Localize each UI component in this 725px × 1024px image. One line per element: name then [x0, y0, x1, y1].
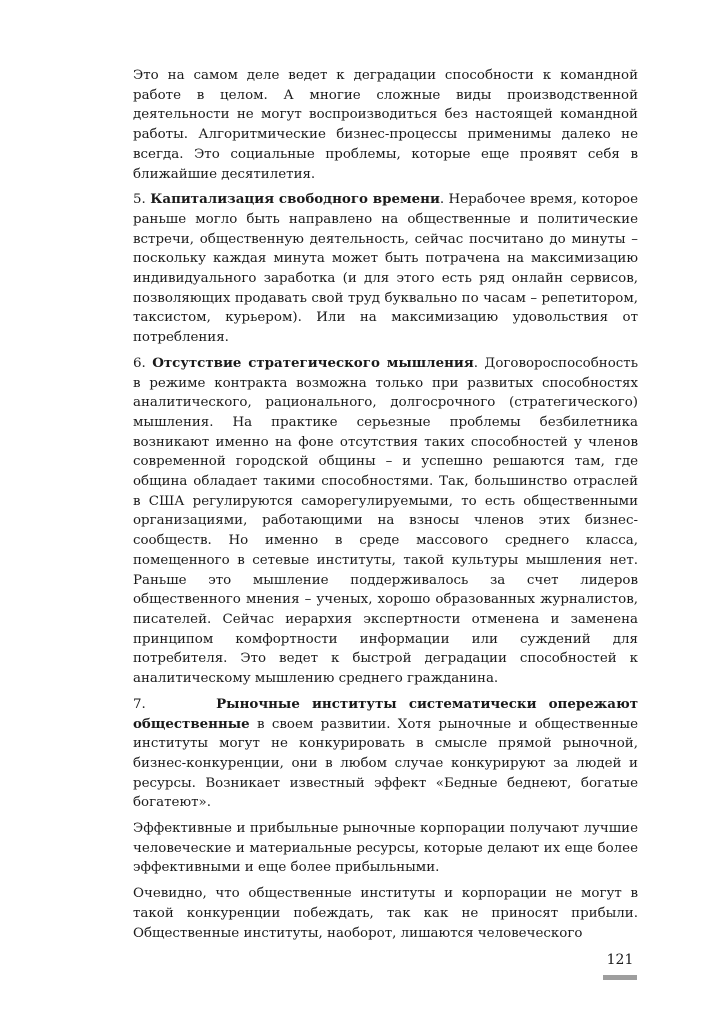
page-number-bar	[603, 975, 637, 980]
body-text	[133, 66, 638, 949]
item-heading: Рыночные институты систематически опережают общественные	[133, 695, 638, 732]
item-text: в своем развитии. Хотя рыночные и общественные институты могут не конкурировать в смысле прямой рыночной, бизнес-конкуренции, они в любом случае конкурируют за людей и ресурсы. Возникает известный эффект «Бедные беднеют, богатые богатеют».	[133, 716, 638, 811]
item-text: . Договороспособность в режиме контракта возможна только при развитых способностях аналитического, рационального, долгосрочного (стратегического) мышления. На практике серьезные проблемы безбилетника возникают именно на фоне отсутствия таких способностей у членов современной городской общины – и успешно решаются там, где община обладает такими способностями. Так, большинство отраслей в США регулируются саморегулируемыми, то есть общественными организациями, работающими на взносы членов этих бизнес-сообществ. Но именно в среде массового среднего класса, помещенного в сетевые институты, такой культуры мышления нет. Раньше это мышление поддерживалось за счет лидеров общественного мнения – ученых, хорошо образованных журналистов, писателей. Сейчас иерархия экспертности отменена и заменена принципом комфортности информации или суждений для потребителя. Это ведет к быстрой деградации способностей к аналитическому мышлению среднего гражданина.	[133, 355, 638, 687]
paragraph-intro: Это на самом деле ведет к деградации способности к командной работе в целом. А многие сложные виды производственной деятельности не могут воспроизводиться без настоящей командной работы. Алгоритмические бизнес-процессы применимы далеко не всегда. Это социальные проблемы, которые еще проявят себя в ближайшие десятилетия.	[133, 68, 638, 182]
page-number: 121	[606, 952, 634, 968]
paragraph-corporations: Эффективные и прибыльные рыночные корпорации получают лучшие человеческие и материальные ресурсы, которые делают их еще более эффективными и еще более прибыльными.	[133, 821, 638, 876]
item-number: 7.	[133, 696, 146, 712]
paragraph-item-5	[133, 190, 638, 348]
item-number: 6.	[133, 355, 146, 371]
item-number: 5.	[133, 192, 146, 208]
item-heading: Отсутствие стратегического мышления	[152, 354, 474, 371]
item-heading: Капитализация свободного времени	[150, 191, 440, 208]
paragraph-item-6	[133, 354, 638, 689]
paragraph-conclusion: Очевидно, что общественные институты и корпорации не могут в такой конкуренции побеждать, так как не приносят прибыли. Общественные институты, наоборот, лишаются человеческого	[133, 886, 638, 941]
item-text: . Нерабочее время, которое раньше могло быть направлено на общественные и политические встречи, общественную деятельность, сейчас посчитано до минуты – поскольку каждая минута может быть потрачена на максимизацию индивидуального заработка (и для этого есть ряд онлайн сервисов, позволяющих продавать свой труд буквально по часам – репетитором, таксистом, курьером). Или на максимизацию удовольствия от потребления.	[133, 192, 638, 346]
paragraph-item-7	[133, 695, 638, 813]
